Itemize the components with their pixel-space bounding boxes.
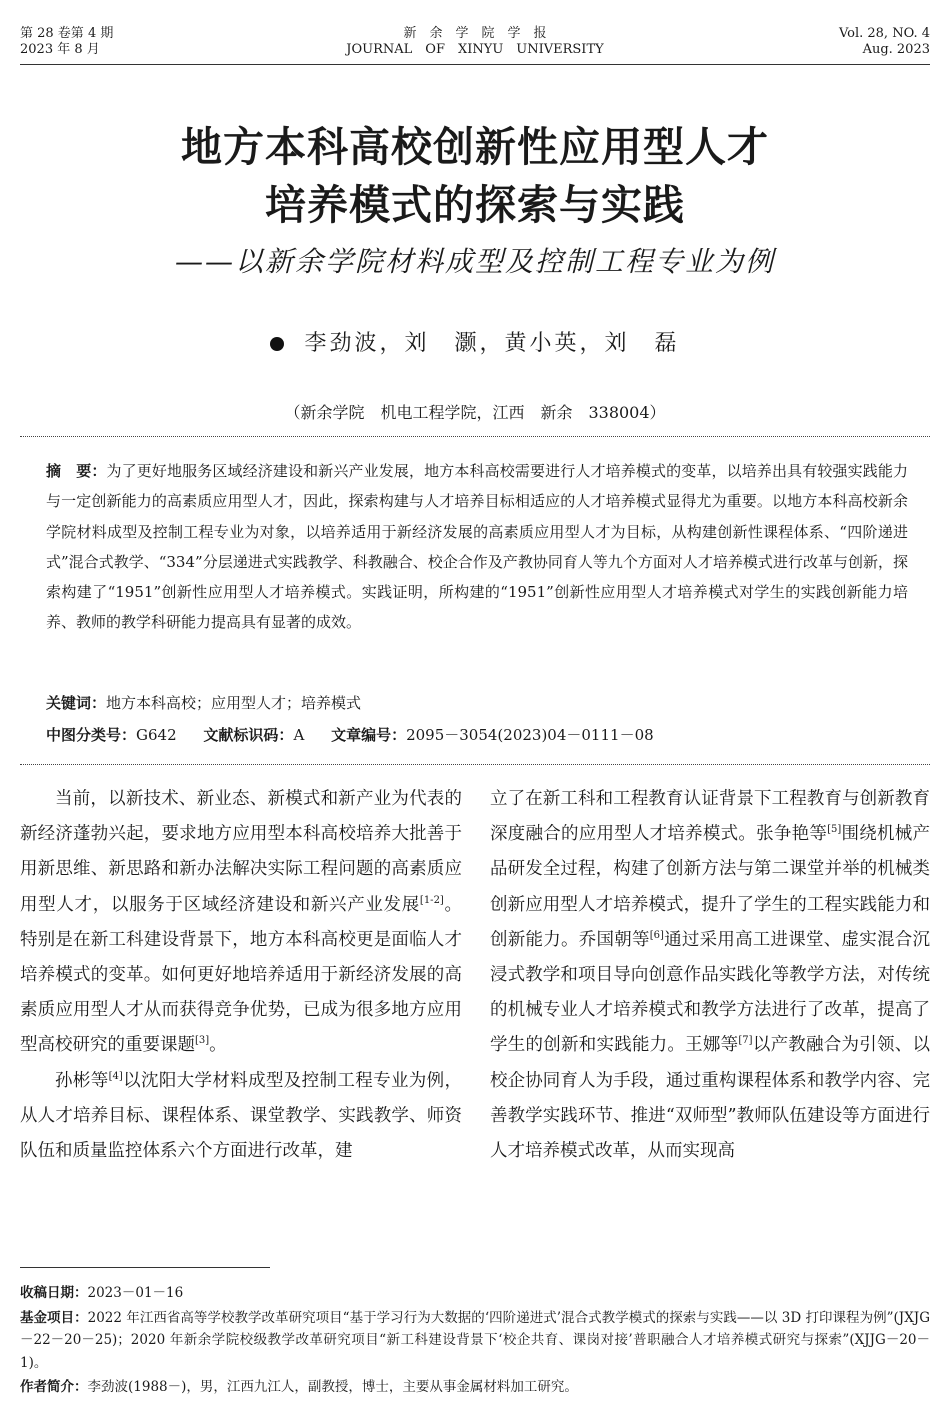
authors-text: 李劲波，刘 灏，黄小英，刘 磊 bbox=[304, 331, 680, 356]
body-column-left bbox=[20, 782, 462, 1169]
date-en: Aug. 2023 bbox=[862, 42, 930, 57]
paragraph bbox=[490, 782, 930, 1169]
paragraph-text: 孙彬等 bbox=[55, 1070, 109, 1091]
doc-code-label: 文献标识码： bbox=[203, 726, 294, 744]
citation: [6] bbox=[649, 929, 664, 941]
header-center bbox=[20, 26, 930, 58]
clc-value: G642 bbox=[136, 726, 177, 744]
citation: [3] bbox=[195, 1035, 210, 1047]
clc-label: 中图分类号： bbox=[46, 726, 137, 744]
citation: [1-2] bbox=[419, 894, 444, 906]
footnote-label: 作者简介： bbox=[20, 1379, 88, 1396]
title-line-1: 地方本科高校创新性应用型人才 bbox=[181, 123, 769, 171]
footnote-rule bbox=[20, 1267, 270, 1268]
footnote-fund bbox=[20, 1307, 930, 1375]
footnotes bbox=[20, 1282, 930, 1401]
citation: [4] bbox=[108, 1070, 123, 1082]
keywords bbox=[46, 692, 908, 713]
footnote-text: 2023－01－16 bbox=[87, 1285, 184, 1301]
volume-issue-cn: 第 28 卷第 4 期 bbox=[20, 26, 114, 41]
footnote-label: 收稿日期： bbox=[20, 1285, 88, 1301]
journal-name-en: JOURNAL OF XINYU UNIVERSITY bbox=[346, 42, 604, 57]
classification-line bbox=[46, 724, 908, 745]
abstract-label: 摘 要： bbox=[46, 462, 107, 480]
citation: [7] bbox=[738, 1035, 753, 1047]
body-column-right bbox=[490, 782, 930, 1169]
abstract bbox=[46, 456, 908, 638]
article-no-value: 2095－3054(2023)04－0111－08 bbox=[406, 726, 654, 744]
paragraph-text: 当前，以新技术、新业态、新模式和新产业为代表的新经济蓬勃兴起，要求地方应用型本科高校培养大批善于用新思维、新思路和新办法解决实际工程问题的高素质应用型人才，以服务于区域经济建设和新兴产业发展 bbox=[20, 789, 462, 915]
paragraph-text: 以沈阳大学材料成型及控制工程专业为例，从人才培养目标、课程体系、课堂教学、实践教学、师资队伍和质量监控体系六个方面进行改革，建 bbox=[20, 1070, 463, 1162]
paragraph-text: 立了在新工科和工程教育认证背景下工程教育与创新教育深度融合的应用型人才培养模式。张争艳等 bbox=[490, 789, 930, 845]
footnote-text: 2022 年江西省高等学校教学改革研究项目“基于学习行为大数据的‘四阶递进式’混合式教学模式的探索与实践——以 3D 打印课程为例”(JXJG－22－20－25)；2020 年新余学院校级教学改革研究项目“新工科建设背景下‘校企共育、课岗对接’普职融合人才培养模式研究与探索”(XJJG－20－1)。 bbox=[20, 1309, 931, 1371]
header-rule bbox=[20, 64, 930, 65]
paragraph bbox=[20, 782, 462, 1064]
paragraph-text: 通过采用高工进课堂、虚实混合沉浸式教学和项目导向创意作品实践化等教学方法，对传统的机械专业人才培养模式和教学方法进行了改革，提高了学生的创新和实践能力。王娜等 bbox=[490, 929, 931, 1056]
affiliation: （新余学院 机电工程学院，江西 新余 338004） bbox=[284, 403, 666, 422]
author-list bbox=[0, 326, 950, 357]
paragraph bbox=[20, 1064, 462, 1170]
doc-code-value: A bbox=[293, 726, 305, 744]
article-subtitle: ——以新余学院材料成型及控制工程专业为例 bbox=[174, 245, 775, 278]
journal-name-cn: 新 余 学 院 学 报 bbox=[403, 26, 547, 41]
bullet-icon bbox=[270, 337, 284, 351]
dotted-divider-bottom bbox=[20, 764, 930, 765]
paragraph-text: 以产教融合为引领、以校企协同育人为手段，通过重构课程体系和教学内容、完善教学实践环节、推进“双师型”教师队伍建设等方面进行人才培养模式改革，从而实现高 bbox=[490, 1035, 931, 1162]
paragraph-text: 。特别是在新工科建设背景下，地方本科高校更是面临人才培养模式的变革。如何更好地培养适用于新经济发展的高素质应用型人才从而获得竞争优势，已成为很多地方应用型高校研究的重要课题 bbox=[20, 894, 463, 1056]
abstract-text: 为了更好地服务区域经济建设和新兴产业发展，地方本科高校需要进行人才培养模式的变革，以培养出具有较强实践能力与一定创新能力的高素质应用型人才，因此，探索构建与人才培养目标相适应的人才培养模式显得尤为重要。以地方本科高校新余学院材料成型及控制工程专业为对象，以培养适用于新经济发展的高素质应用型人才为目标，从构建创新性课程体系、“四阶递进式”混合式教学、“334”分层递进式实践教学、科教融合、校企合作及产教协同育人等九个方面对人才培养模式进行改革与创新，探索构建了“1951”创新性应用型人才培养模式。实践证明，所构建的“1951”创新性应用型人才培养模式对学生的实践创新能力培养、教师的教学科研能力提高具有显著的成效。 bbox=[46, 462, 908, 632]
footnote-label: 基金项目： bbox=[20, 1309, 88, 1326]
citation: [5] bbox=[827, 824, 842, 836]
article-no-label: 文章编号： bbox=[331, 726, 407, 744]
footnote-received bbox=[20, 1282, 930, 1305]
keywords-label: 关键词： bbox=[46, 694, 107, 712]
dotted-divider-top bbox=[20, 436, 930, 437]
title-line-2: 培养模式的探索与实践 bbox=[265, 181, 685, 229]
running-header bbox=[20, 26, 930, 66]
header-right bbox=[839, 26, 930, 58]
article-title bbox=[0, 118, 950, 234]
volume-issue-en: Vol. 28, NO. 4 bbox=[838, 26, 930, 41]
footnote-author bbox=[20, 1376, 930, 1399]
paragraph-text: 。 bbox=[209, 1035, 227, 1056]
footnote-text: 李劲波(1988－)，男，江西九江人，副教授，博士，主要从事金属材料加工研究。 bbox=[87, 1379, 578, 1396]
keywords-text: 地方本科高校；应用型人才；培养模式 bbox=[106, 694, 362, 712]
paragraph-text: 围绕机械产品研发全过程，构建了创新方法与第二课堂并举的机械类创新应用型人才培养模式，提升了学生的工程实践能力和创新能力。乔国朝等 bbox=[490, 824, 931, 950]
date-cn: 2023 年 8 月 bbox=[20, 42, 100, 57]
